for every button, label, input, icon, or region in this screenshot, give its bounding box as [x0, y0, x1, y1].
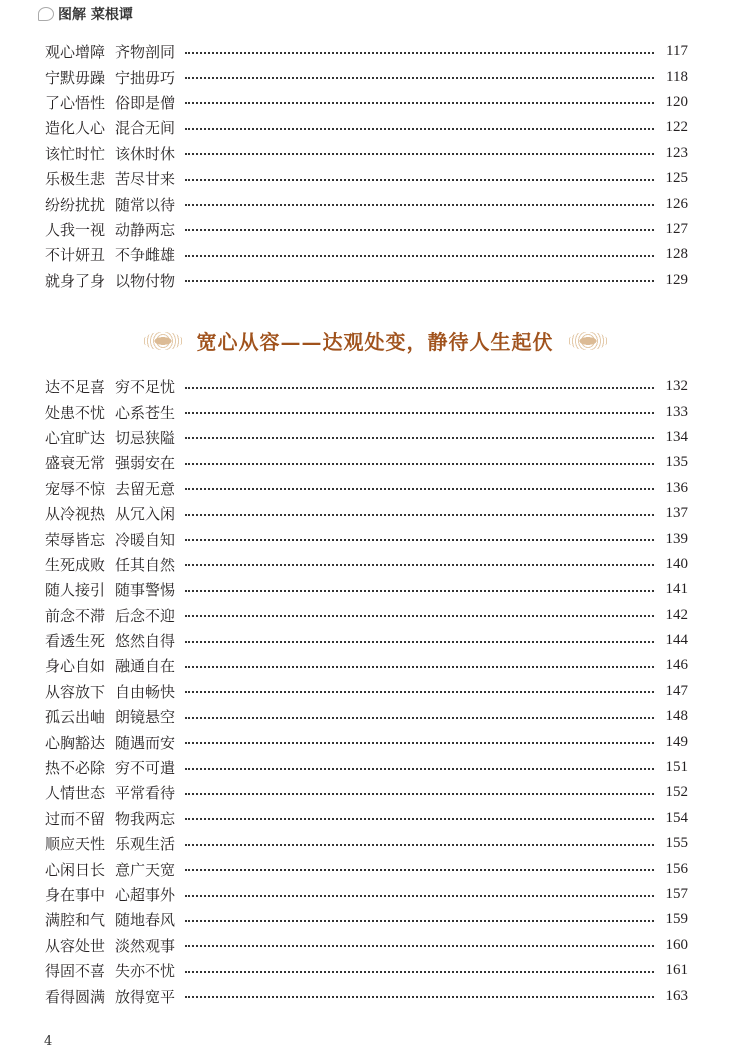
book-logo-icon — [38, 7, 54, 21]
toc-entry[interactable] — [45, 450, 688, 475]
toc-entry[interactable] — [45, 933, 688, 958]
toc-entry[interactable] — [45, 577, 688, 602]
entry-title-b: 淡然观事 — [115, 936, 176, 955]
toc-entry[interactable] — [45, 115, 688, 140]
entry-title-b: 任其自然 — [115, 555, 176, 574]
toc-entry[interactable] — [45, 603, 688, 628]
entry-title-a: 纷纷扰扰 — [45, 195, 106, 214]
entry-title-a: 心闲日长 — [45, 860, 106, 879]
entry-page: 154 — [665, 809, 688, 826]
entry-title-b: 心超事外 — [115, 886, 176, 904]
entry-page: 140 — [665, 555, 688, 572]
entry-title-a: 荣辱皆忘 — [45, 530, 106, 549]
entry-title-b: 融通自在 — [115, 657, 176, 676]
toc-entry[interactable] — [45, 166, 688, 191]
entry-title-b: 齐物剖同 — [115, 43, 176, 62]
entry-page: 126 — [665, 195, 688, 212]
toc-entry[interactable] — [45, 191, 688, 216]
entry-title-b: 以物付物 — [115, 271, 176, 290]
entry-title-a: 身在事中 — [45, 886, 106, 904]
entry-page: 117 — [666, 43, 688, 60]
entry-title-b: 意广天宽 — [115, 860, 176, 879]
toc-entry[interactable] — [45, 526, 688, 551]
entry-page: 137 — [665, 505, 688, 522]
entry-title-b: 物我两忘 — [115, 809, 176, 828]
entry-page: 120 — [665, 93, 688, 110]
entry-title-b: 乐观生活 — [115, 835, 176, 854]
entry-title-b: 穷不足忧 — [115, 378, 176, 397]
entry-title-b: 后念不迎 — [115, 606, 176, 625]
entry-page: 159 — [665, 911, 688, 928]
dot-leader — [185, 717, 654, 719]
toc-entry[interactable] — [45, 476, 688, 501]
entry-title-a: 满腔和气 — [45, 911, 106, 930]
entry-title-b: 穷不可遣 — [115, 759, 176, 778]
entry-title-b: 苦尽甘来 — [115, 170, 176, 189]
entry-page: 129 — [665, 271, 688, 288]
entry-title-a: 就身了身 — [45, 271, 106, 290]
dot-leader — [185, 539, 654, 541]
entry-title-a: 从容放下 — [45, 682, 106, 701]
toc-entry[interactable] — [45, 90, 688, 115]
dot-leader — [185, 52, 654, 54]
entry-page: 134 — [665, 428, 688, 445]
dot-leader — [185, 615, 654, 617]
dot-leader — [185, 768, 654, 770]
entry-title-b: 随常以待 — [115, 195, 176, 214]
toc-entry[interactable] — [45, 780, 688, 805]
entry-title-b: 混合无间 — [115, 119, 176, 138]
dot-leader — [185, 514, 654, 516]
entry-title-b: 冷暖自知 — [115, 530, 176, 549]
entry-page: 139 — [665, 530, 688, 547]
entry-page: 152 — [665, 784, 688, 801]
entry-title-a: 看得圆满 — [45, 987, 106, 1006]
toc-entry[interactable] — [45, 399, 688, 424]
dot-leader — [185, 280, 654, 282]
left-ornament-icon — [143, 332, 183, 350]
entry-page: 125 — [665, 170, 688, 187]
entry-title-a: 人情世态 — [45, 784, 106, 803]
entry-title-b: 平常看待 — [115, 784, 176, 803]
entry-title-b: 失亦不忧 — [115, 962, 176, 981]
toc-entry[interactable] — [45, 729, 688, 754]
dot-leader — [185, 818, 654, 820]
entry-page: 146 — [665, 657, 688, 674]
dot-leader — [185, 204, 654, 206]
toc-list-1 — [45, 39, 688, 293]
entry-page: 128 — [665, 246, 688, 263]
entry-page: 161 — [665, 962, 688, 979]
toc-entry[interactable] — [45, 679, 688, 704]
dot-leader — [185, 387, 654, 389]
entry-title-b: 随地春风 — [115, 911, 176, 930]
entry-title-a: 看透生死 — [45, 632, 106, 651]
dot-leader — [185, 77, 654, 79]
entry-title-b: 去留无意 — [115, 479, 176, 498]
entry-title-b: 强弱安在 — [115, 454, 176, 473]
entry-page: 132 — [665, 378, 688, 395]
dot-leader — [185, 742, 654, 744]
dot-leader — [185, 128, 654, 130]
entry-title-b: 放得宽平 — [115, 987, 176, 1006]
dot-leader — [185, 179, 654, 181]
entry-page: 148 — [665, 708, 688, 725]
entry-title-a: 该忙时忙 — [45, 144, 106, 163]
dot-leader — [185, 488, 654, 490]
toc-entry[interactable] — [45, 882, 688, 907]
entry-page: 133 — [665, 403, 688, 420]
entry-page: 136 — [665, 479, 688, 496]
entry-title-a: 热不必除 — [45, 759, 106, 778]
entry-title-a: 造化人心 — [45, 119, 106, 138]
dot-leader — [185, 590, 654, 592]
entry-page: 151 — [665, 759, 688, 776]
dot-leader — [185, 153, 654, 155]
dot-leader — [185, 945, 654, 947]
toc-entry[interactable] — [45, 958, 688, 983]
toc-entry[interactable] — [45, 217, 688, 242]
entry-title-a: 孤云出岫 — [45, 708, 106, 727]
entry-page: 149 — [665, 733, 688, 750]
running-header — [38, 4, 133, 24]
entry-page: 157 — [665, 886, 688, 902]
entry-title-b: 心系苍生 — [115, 403, 176, 422]
entry-title-b: 从冗入闲 — [115, 505, 176, 524]
dot-leader — [185, 895, 654, 897]
entry-title-a: 身心自如 — [45, 657, 106, 676]
entry-title-a: 心胸豁达 — [45, 733, 106, 752]
entry-page: 155 — [665, 835, 688, 852]
dot-leader — [185, 869, 654, 871]
entry-page: 141 — [665, 581, 688, 598]
page-number: 4 — [44, 1034, 53, 1049]
dot-leader — [185, 463, 654, 465]
entry-title-a: 宁默毋躁 — [45, 68, 106, 87]
dot-leader — [185, 229, 654, 231]
entry-title-a: 从冷视热 — [45, 505, 106, 524]
dot-leader — [185, 255, 654, 257]
toc-entry[interactable] — [45, 425, 688, 450]
entry-title-a: 顺应天性 — [45, 835, 106, 854]
toc-entry[interactable] — [45, 141, 688, 166]
entry-title-a: 过而不留 — [45, 809, 106, 828]
entry-title-b: 动静两忘 — [115, 220, 176, 239]
entry-title-a: 人我一视 — [45, 220, 106, 239]
dot-leader — [185, 102, 654, 104]
dot-leader — [185, 793, 654, 795]
entry-title-b: 自由畅快 — [115, 682, 176, 701]
entry-title-a: 盛衰无常 — [45, 454, 106, 473]
section-heading — [0, 326, 750, 355]
book-title: 图解 菜根谭 — [58, 7, 133, 23]
entry-title-b: 切忌狭隘 — [115, 428, 176, 447]
entry-page: 160 — [665, 936, 688, 953]
entry-title-a: 随人接引 — [45, 581, 106, 600]
entry-title-b: 随遇而安 — [115, 733, 176, 752]
entry-page: 142 — [665, 606, 688, 623]
entry-title-a: 处患不忧 — [45, 403, 106, 422]
entry-page: 147 — [665, 682, 688, 699]
dot-leader — [185, 844, 654, 846]
entry-title-b: 悠然自得 — [115, 632, 176, 651]
entry-page: 123 — [665, 144, 688, 161]
entry-title-a: 前念不滞 — [45, 606, 106, 625]
entry-title-b: 俗即是僧 — [115, 93, 176, 112]
entry-title-a: 不计妍丑 — [45, 246, 106, 265]
entry-page: 135 — [665, 454, 688, 471]
dot-leader — [185, 691, 654, 693]
entry-title-a: 乐极生悲 — [45, 170, 106, 189]
entry-page: 156 — [665, 860, 688, 877]
dot-leader — [185, 412, 654, 414]
dot-leader — [185, 564, 654, 566]
toc-entry[interactable] — [45, 268, 688, 293]
dot-leader — [185, 666, 654, 668]
entry-title-b: 该休时休 — [115, 144, 176, 163]
toc-entry[interactable] — [45, 628, 688, 653]
entry-title-b: 随事警惕 — [115, 581, 176, 600]
toc-entry[interactable] — [45, 552, 688, 577]
entry-page: 144 — [665, 632, 688, 649]
dot-leader — [185, 920, 654, 922]
toc-entry[interactable] — [45, 39, 688, 64]
toc-entry[interactable] — [45, 983, 688, 1008]
toc-entry[interactable] — [45, 755, 688, 780]
toc-entry[interactable] — [45, 856, 688, 881]
entry-title-a: 得固不喜 — [45, 962, 106, 981]
toc-entry[interactable] — [45, 831, 688, 856]
section-title: 宽心从容——达观处变，静待人生起伏 — [196, 330, 554, 354]
entry-title-a: 从容处世 — [45, 936, 106, 955]
toc-entry[interactable] — [45, 806, 688, 831]
entry-title-a: 心宜旷达 — [45, 428, 106, 447]
toc-entry[interactable] — [45, 653, 688, 678]
toc-entry[interactable] — [45, 501, 688, 526]
entry-title-b: 不争雌雄 — [115, 246, 176, 265]
toc-entry[interactable] — [45, 64, 688, 89]
dot-leader — [185, 437, 654, 439]
entry-title-a: 生死成败 — [45, 555, 106, 574]
entry-title-a: 观心增障 — [45, 43, 106, 62]
entry-page: 163 — [665, 987, 688, 1004]
entry-title-b: 朗镜悬空 — [115, 708, 176, 727]
entry-title-b: 宁拙毋巧 — [115, 68, 176, 87]
entry-page: 127 — [665, 220, 688, 237]
entry-title-a: 达不足喜 — [45, 378, 106, 397]
toc-entry[interactable] — [45, 704, 688, 729]
entry-page: 118 — [666, 68, 688, 85]
toc-entry[interactable] — [45, 907, 688, 932]
dot-leader — [185, 971, 654, 973]
toc-entry[interactable] — [45, 374, 688, 399]
toc-list-2 — [45, 374, 688, 1009]
dot-leader — [185, 641, 654, 643]
entry-title-a: 宠辱不惊 — [45, 479, 106, 498]
entry-page: 122 — [665, 119, 688, 136]
entry-title-a: 了心悟性 — [45, 93, 106, 112]
right-ornament-icon — [568, 332, 608, 350]
dot-leader — [185, 996, 654, 998]
toc-entry[interactable] — [45, 242, 688, 267]
